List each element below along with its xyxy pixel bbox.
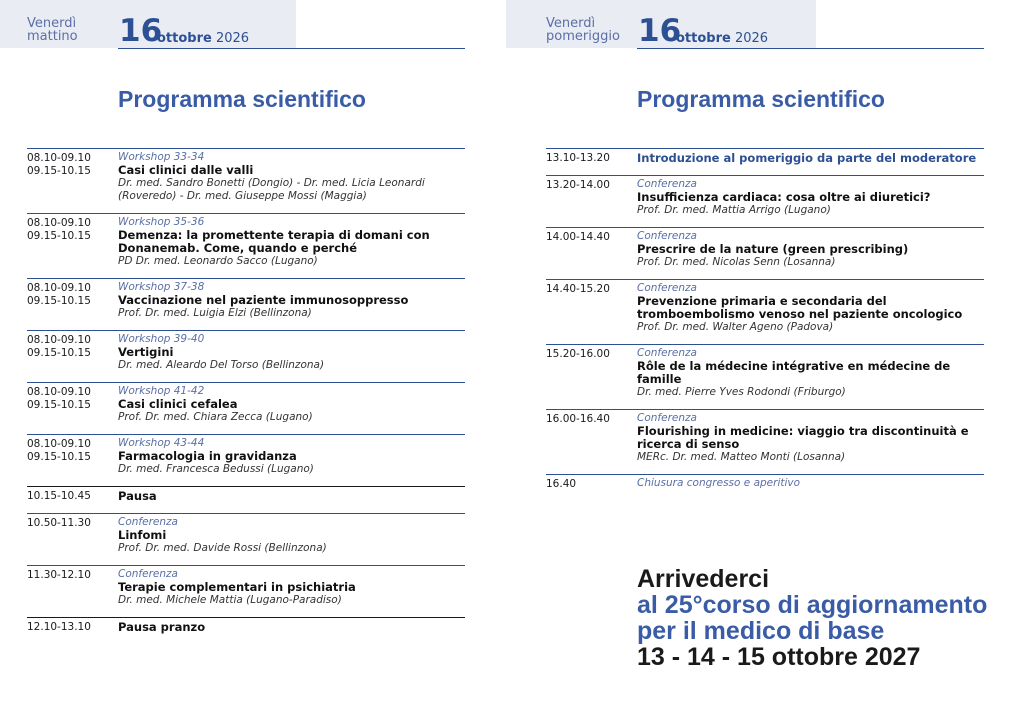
session-title: Casi clinici dalle valli	[118, 163, 254, 177]
session-category: Conferenza	[637, 230, 697, 242]
schedule-content	[118, 435, 465, 486]
time-slot: 08.10-09.10	[27, 438, 91, 450]
session-speaker: Dr. med. Pierre Yves Rodondi (Friburgo)	[637, 386, 846, 398]
morning-schedule	[27, 148, 465, 644]
schedule-item	[546, 175, 984, 227]
schedule-content	[637, 345, 984, 409]
schedule-content	[118, 383, 465, 434]
session-category: Workshop 39-40	[118, 333, 205, 345]
farewell-block	[637, 566, 987, 670]
session-speaker: Dr. med. Francesca Bedussi (Lugano)	[118, 463, 314, 475]
schedule-item	[27, 486, 465, 513]
session-category: Conferenza	[637, 347, 697, 359]
session-title: Insufficienza cardiaca: cosa oltre ai diuretici?	[637, 190, 931, 204]
program-title: Programma scientifico	[637, 86, 885, 112]
schedule-times	[546, 413, 636, 426]
day-label-part: pomeriggio	[546, 29, 620, 44]
schedule-times	[546, 179, 636, 192]
schedule-content	[118, 487, 465, 513]
header-rule	[637, 48, 984, 49]
header-rule	[118, 48, 465, 49]
session-category: Workshop 41-42	[118, 385, 205, 397]
schedule-item	[546, 148, 984, 175]
schedule-content	[637, 176, 984, 227]
schedule-times	[27, 282, 117, 308]
schedule-item	[546, 409, 984, 474]
session-title: Prevenzione primaria e secondaria del tromboembolismo venoso nel paziente oncologico	[637, 294, 963, 321]
time-slot: 08.10-09.10	[27, 334, 91, 346]
schedule-times	[27, 217, 117, 243]
session-category: Workshop 37-38	[118, 281, 205, 293]
time-slot: 09.15-10.15	[27, 399, 91, 411]
time-slot: 08.10-09.10	[27, 386, 91, 398]
schedule-content	[637, 410, 984, 474]
time-slot: 15.20-16.00	[546, 348, 610, 360]
schedule-times	[546, 231, 636, 244]
schedule-content	[637, 475, 984, 500]
session-speaker: Prof. Dr. med. Davide Rossi (Bellinzona)	[118, 542, 327, 554]
schedule-item	[27, 382, 465, 434]
program-title: Programma scientifico	[118, 86, 366, 112]
day-label-weekday: Venerdì	[27, 16, 77, 31]
schedule-content	[118, 514, 465, 565]
time-slot: 10.15-10.45	[27, 490, 91, 502]
year: 2026	[215, 31, 250, 46]
farewell-line-2: al 25°corso di aggiornamento	[637, 591, 988, 619]
schedule-content	[637, 280, 984, 344]
day-number: 16	[119, 13, 163, 49]
schedule-item	[27, 148, 465, 213]
session-title: Casi clinici cefalea	[118, 397, 238, 411]
schedule-item	[27, 434, 465, 486]
session-title: Vaccinazione nel paziente immunosoppresso	[118, 293, 409, 307]
session-speaker: Dr. med. Sandro Bonetti (Dongio) - Dr. med. Licia Leonardi (Roveredo) - Dr. med. Giuseppe Mossi (Maggia)	[118, 177, 425, 202]
session-title: Linfomi	[118, 528, 167, 542]
schedule-times	[27, 569, 117, 582]
day-label	[27, 17, 78, 43]
session-speaker: Dr. med. Aleardo Del Torso (Bellinzona)	[118, 359, 325, 371]
time-slot: 09.15-10.15	[27, 165, 91, 177]
session-title: Flourishing in medicine: viaggio tra discontinuità e ricerca di senso	[637, 424, 969, 451]
afternoon-schedule	[546, 148, 984, 500]
time-slot: 14.00-14.40	[546, 231, 610, 243]
time-slot: 08.10-09.10	[27, 152, 91, 164]
session-category: Conferenza	[637, 412, 697, 424]
schedule-item	[27, 513, 465, 565]
schedule-content	[637, 149, 984, 175]
session-title: Terapie complementari in psichiatria	[118, 580, 356, 594]
session-speaker: PD Dr. med. Leonardo Sacco (Lugano)	[118, 255, 318, 267]
session-title: Demenza: la promettente terapia di domani con Donanemab. Come, quando e perché	[118, 228, 430, 255]
month-year	[157, 31, 249, 46]
session-title: Farmacologia in gravidanza	[118, 449, 297, 463]
schedule-content	[118, 566, 465, 617]
month: ottobre	[676, 31, 731, 46]
session-category: Workshop 35-36	[118, 216, 205, 228]
time-slot: 09.15-10.15	[27, 295, 91, 307]
session-speaker: MERc. Dr. med. Matteo Monti (Losanna)	[637, 451, 846, 463]
session-category: Workshop 33-34	[118, 151, 205, 163]
schedule-times	[27, 386, 117, 412]
schedule-times	[27, 621, 117, 634]
session-speaker: Prof. Dr. med. Luigia Elzi (Bellinzona)	[118, 307, 312, 319]
farewell-line-3: per il medico di base	[637, 617, 885, 645]
session-category: Workshop 43-44	[118, 437, 205, 449]
time-slot: 11.30-12.10	[27, 569, 91, 581]
schedule-times	[546, 152, 636, 165]
time-slot: 08.10-09.10	[27, 282, 91, 294]
day-label-weekday: Venerdì	[546, 16, 596, 31]
time-slot: 14.40-15.20	[546, 283, 610, 295]
day-number: 16	[638, 13, 682, 49]
schedule-item	[27, 278, 465, 330]
time-slot: 08.10-09.10	[27, 217, 91, 229]
time-slot: 09.15-10.15	[27, 230, 91, 242]
time-slot: 16.00-16.40	[546, 413, 610, 425]
farewell-line-1: Arrivederci	[637, 565, 770, 593]
schedule-item	[546, 227, 984, 279]
farewell-dates: 13 - 14 - 15 ottobre 2027	[637, 643, 921, 671]
session-title: Vertigini	[118, 345, 174, 359]
session-speaker: Prof. Dr. med. Nicolas Senn (Losanna)	[637, 256, 836, 268]
schedule-times	[546, 283, 636, 296]
schedule-item	[27, 330, 465, 382]
schedule-content	[118, 214, 465, 278]
schedule-item	[27, 565, 465, 617]
time-slot: 16.40	[546, 478, 577, 490]
schedule-item	[27, 213, 465, 278]
session-title: Pausa pranzo	[118, 620, 206, 634]
schedule-content	[118, 279, 465, 330]
session-title: Rôle de la médecine intégrative en médecine de famille	[637, 359, 951, 386]
month: ottobre	[157, 31, 212, 46]
time-slot: 09.15-10.15	[27, 451, 91, 463]
session-speaker: Prof. Dr. med. Mattia Arrigo (Lugano)	[637, 204, 831, 216]
schedule-times	[27, 438, 117, 464]
schedule-times	[27, 152, 117, 178]
session-speaker: Dr. med. Michele Mattia (Lugano-Paradiso)	[118, 594, 342, 606]
schedule-times	[27, 517, 117, 530]
time-slot: 12.10-13.10	[27, 621, 91, 633]
schedule-item	[27, 617, 465, 644]
session-closing: Chiusura congresso e aperitivo	[637, 477, 801, 489]
schedule-times	[546, 478, 636, 491]
session-title: Prescrire de la nature (green prescribing)	[637, 242, 909, 256]
time-slot: 10.50-11.30	[27, 517, 91, 529]
session-category: Conferenza	[118, 516, 178, 528]
session-category: Conferenza	[637, 282, 697, 294]
time-slot: 13.10-13.20	[546, 152, 610, 164]
session-title: Introduzione al pomeriggio da parte del moderatore	[637, 151, 977, 165]
session-speaker: Prof. Dr. med. Walter Ageno (Padova)	[637, 321, 834, 333]
schedule-times	[27, 490, 117, 503]
schedule-content	[118, 149, 465, 213]
session-speaker: Prof. Dr. med. Chiara Zecca (Lugano)	[118, 411, 313, 423]
schedule-item	[546, 344, 984, 409]
schedule-content	[118, 331, 465, 382]
session-category: Conferenza	[637, 178, 697, 190]
schedule-item	[546, 279, 984, 344]
day-label-part: mattino	[27, 29, 78, 44]
schedule-times	[27, 334, 117, 360]
year: 2026	[734, 31, 769, 46]
schedule-item	[546, 474, 984, 500]
day-label	[546, 17, 620, 43]
session-category: Conferenza	[118, 568, 178, 580]
time-slot: 09.15-10.15	[27, 347, 91, 359]
schedule-content	[118, 618, 465, 644]
schedule-times	[546, 348, 636, 361]
time-slot: 13.20-14.00	[546, 179, 610, 191]
session-title: Pausa	[118, 489, 157, 503]
month-year	[676, 31, 768, 46]
schedule-content	[637, 228, 984, 279]
